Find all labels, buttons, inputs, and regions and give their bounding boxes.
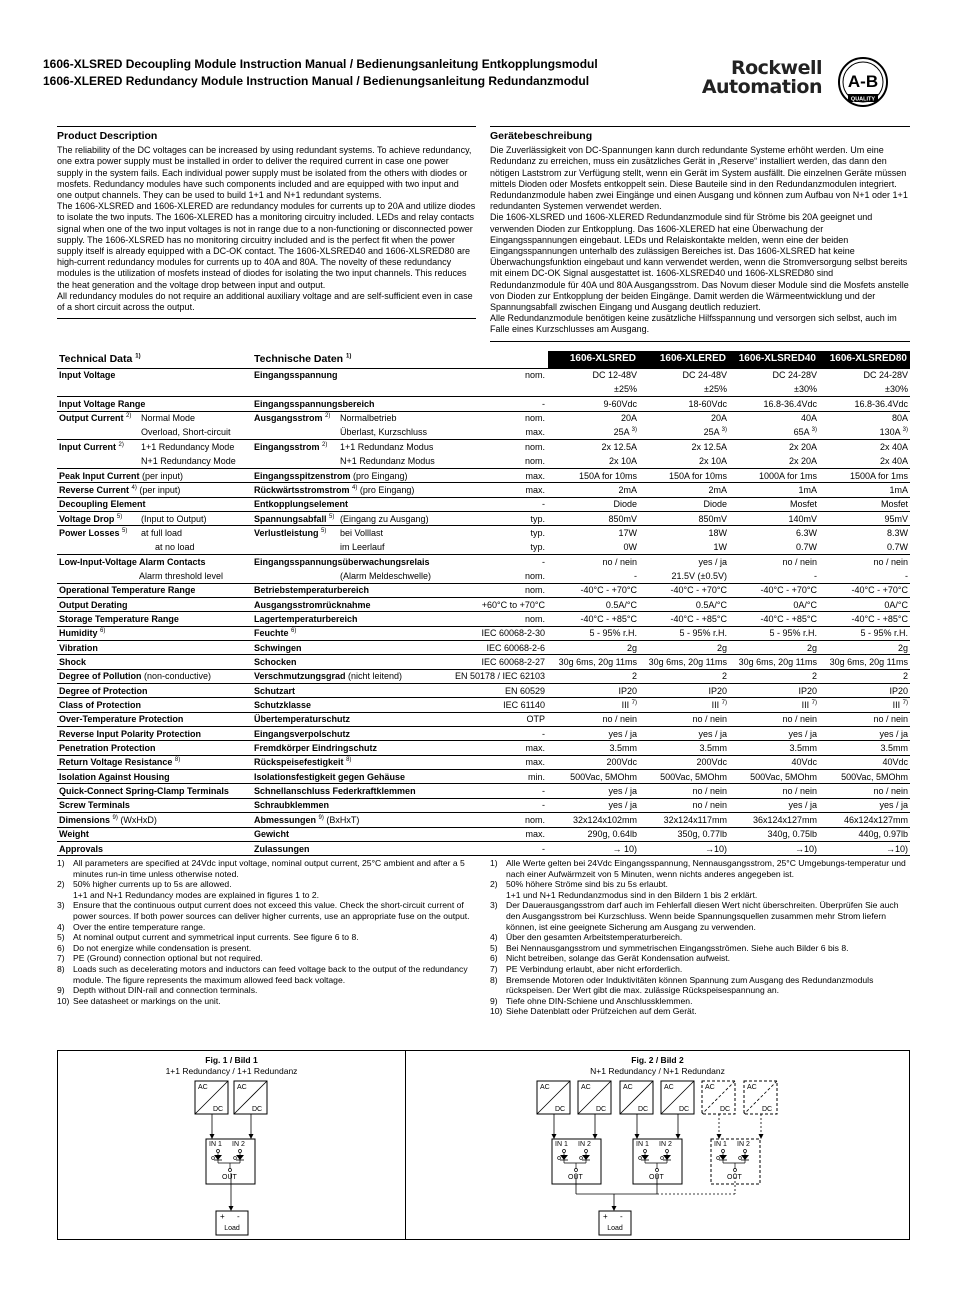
spec-value: 150A for 10ms [639, 468, 729, 482]
spec-value: Diode [639, 497, 729, 511]
power-supply-icon [702, 1081, 735, 1114]
svg-text:OUT: OUT [222, 1174, 237, 1181]
spec-value: DC 24-48V [639, 368, 729, 382]
svg-text:+: + [603, 1212, 608, 1221]
spec-value: 16.8-36.4Vdc [729, 397, 819, 411]
spec-value: no / nein [819, 784, 910, 798]
section-heading: Gerätebeschreibung [490, 126, 910, 142]
model-header: 1606-XLSRED80 [819, 351, 910, 368]
spec-value: -40°C - +85°C [729, 612, 819, 626]
spec-value: yes / ja [729, 798, 819, 812]
spec-value: 440g, 0.97lb [819, 827, 910, 841]
spec-value: 500Vac, 5MOhm [819, 770, 910, 784]
svg-text:DC: DC [596, 1106, 607, 1113]
power-supply-icon [578, 1081, 611, 1114]
spec-value: 0A/°C [729, 598, 819, 612]
footnote: 10) Siehe Datenblatt oder Prüfzeichen auf dem Gerät. [490, 1006, 697, 1017]
svg-text:Load: Load [607, 1225, 623, 1232]
svg-text:Load: Load [224, 1225, 240, 1232]
table-row: Vibration Schwingen IEC 60068-2-6 2g 2g 2g 2g [57, 641, 910, 655]
spec-value: -40°C - +85°C [548, 612, 639, 626]
footnotes-en [57, 858, 477, 1006]
spec-value: DC 24-28V [819, 368, 910, 382]
table-row: Power Losses $^{5)}$ at full load Verlustleistung $^{5)}$ bei Volllast typ. 17W 18W 6.3W 8.3W [57, 526, 910, 540]
table-row: Return Voltage Resistance $^{8)}$ Rückspeisefestigkeit $^{8)}$ max. 200Vdc 200Vdc 40Vdc 40Vdc [57, 755, 910, 769]
footnote: 1) All parameters are specified at 24Vdc input voltage, nominal output current, 25°C ambient and after a 5 minutes run-in time unless otherwise noted. [57, 858, 465, 879]
spec-value: 2x 10A [698, 455, 727, 466]
spec-value: yes / ja [819, 798, 910, 812]
svg-text:AC: AC [237, 1084, 247, 1091]
redundancy-module-icon [633, 1139, 682, 1184]
table-row: Reverse Input Polarity Protection Eingangsverpolschutz - yes / ja yes / ja yes / ja yes / ja [57, 727, 910, 741]
spec-value: 850mV [639, 511, 729, 525]
spec-value: ±30% [885, 384, 908, 395]
table-row: Screw Terminals Schraubklemmen - yes / ja no / nein yes / ja yes / ja [57, 798, 910, 812]
spec-value: 18W [639, 526, 729, 540]
spec-value: 9-60Vdc [548, 397, 639, 411]
spec-value: 18-60Vdc [639, 397, 729, 411]
section-heading: Product Description [57, 126, 476, 142]
spec-value: 2x 12.5A [639, 440, 729, 454]
spec-value: 1500A for 1ms [819, 468, 910, 482]
table-row: Input Current $^{2)}$ 1+1 Redundancy Mode Eingangsstrom $^{2)}$ 1+1 Redundanz Modus nom. 2x 12.5A 2x 12.5A 2x 20A 2x 40A [57, 440, 910, 454]
svg-text:DC: DC [555, 1106, 566, 1113]
table-row: N+1 Redundancy Mode N+1 Redundanz Modus nom. 2x 10A 2x 10A 2x 20A 2x 40A [57, 454, 910, 468]
spec-value: 36x124x127mm [729, 813, 819, 827]
table-row: Output Derating Ausgangsstromrücknahme +60°C to +70°C 0.5A/°C 0.5A/°C 0A/°C 0A/°C [57, 598, 910, 612]
power-supply-icon [537, 1081, 570, 1114]
spec-value: 2 [639, 669, 729, 683]
svg-text:AC: AC [747, 1084, 757, 1091]
table-row: Dimensions $^{9)}$ (WxHxD) Abmessungen $^{9)}$ (BxHxT) nom. 32x124x102mm 32x124x117mm 36x124x127mm 46x124x127mm [57, 813, 910, 827]
product-description-de [490, 126, 910, 342]
spec-value: ±25% [704, 384, 727, 395]
redundancy-module-icon [206, 1139, 255, 1184]
svg-text:AC: AC [581, 1084, 591, 1091]
spec-value: 40Vdc [819, 755, 910, 769]
spec-value: 150A for 10ms [548, 468, 639, 482]
spec-value: yes / ja [639, 554, 729, 568]
svg-text:IN 1: IN 1 [555, 1141, 568, 1148]
svg-text:IN 2: IN 2 [659, 1141, 672, 1148]
spec-value: -40°C - +70°C [819, 583, 910, 597]
table-row: Weight Gewicht max. 290g, 0.64lb 350g, 0.77lb 340g, 0.75lb 440g, 0.97lb [57, 827, 910, 841]
svg-text:IN 2: IN 2 [737, 1141, 750, 1148]
spec-value: 2g [819, 641, 910, 655]
power-supply-icon [620, 1081, 653, 1114]
paragraph: The reliability of the DC voltages can be increased by using redundant systems. To achieve redundancy, one extra power supply must be installed in order to deliver the required current in case one power supply in the system fails. Each individual power supply must be isolated from the others with diodes or mosfets. Redundancy modules have such components included and are equipped with two input and one output channels. They can be used to build 1+1 and N+1 redundant systems. [57, 145, 472, 201]
spec-value: - [905, 570, 908, 581]
svg-text:DC: DC [720, 1106, 731, 1113]
spec-value: yes / ja [548, 727, 639, 741]
spec-value: 1mA [819, 483, 910, 497]
table-row: Degree of Pollution (non-conductive) Verschmutzungsgrad (nicht leitend) EN 50178 / IEC 62103 2 2 2 2 [57, 669, 910, 683]
model-header: 1606-XLSRED [548, 351, 639, 368]
spec-value: 850mV [548, 511, 639, 525]
title-line-2: 1606-XLERED Redundancy Module Instruction Manual / Bedienungsanleitung Redundanzmodul [43, 74, 590, 88]
redundancy-module-icon [552, 1139, 601, 1184]
spec-value: 0.5A/°C [548, 598, 639, 612]
spec-value: 2x 20A [729, 440, 819, 454]
load-icon [216, 1211, 248, 1235]
footnote: 9) Tiefe ohne DIN-Schiene und Anschlussklemmen. [490, 995, 693, 1006]
fig1-caption: Fig. 1 / Bild 1 1+1 Redundancy / 1+1 Redundanz [165, 1055, 298, 1076]
footnote: 3) Der Dauerausgangsstrom darf auch im Fehlerfall diesen Wert nicht überschreiten. Überprüfen Sie auch den Ausgangsstrom bei Kurzschluss. Wenn beide Spannungsquellen zusammen mehr Strom liefern können, ist eine geeignete Sicherung am Ausgang zu verwenden. [490, 900, 899, 932]
spec-value: DC 24-28V [729, 368, 819, 382]
svg-text:IN 2: IN 2 [232, 1141, 245, 1148]
spec-value: 2 [729, 669, 819, 683]
svg-text:IN 2: IN 2 [578, 1141, 591, 1148]
spec-value: 1000A for 1ms [729, 468, 819, 482]
table-row: Quick-Connect Spring-Clamp Terminals Schnellanschluss Federkraftklemmen - yes / ja no / nein no / nein no / nein [57, 784, 910, 798]
footnotes-de [490, 858, 910, 1017]
spec-value: -40°C - +70°C [639, 583, 729, 597]
table-row: Shock Schocken IEC 60068-2-27 30g 6ms, 20g 11ms 30g 6ms, 20g 11ms 30g 6ms, 20g 11ms 30g 6ms, 20g 11ms [57, 655, 910, 669]
spec-value: 32x124x117mm [639, 813, 729, 827]
spec-value: →10) [819, 841, 910, 855]
spec-value: 65A $^{3)}$ [793, 427, 817, 438]
table-row: Low-Input-Voltage Alarm Contacts Eingangsspannungsüberwachungsrelais - no / nein yes / ja no / nein no / nein [57, 554, 910, 568]
footnote: 7) PE Verbindung erlaubt, aber nicht erforderlich. [490, 963, 683, 974]
spec-value: 130A $^{3)}$ [879, 427, 908, 438]
table-row: Degree of Protection Schutzart EN 60529 IP20 IP20 IP20 IP20 [57, 684, 910, 698]
power-supply-icon [744, 1081, 777, 1114]
svg-text:A-B: A-B [847, 72, 879, 91]
footnote: 6) Do not energize while condensation is present. [57, 942, 252, 953]
product-description-en [57, 126, 476, 319]
spec-value: 200Vdc [639, 755, 729, 769]
spec-value: - [634, 570, 637, 581]
svg-text:IN 1: IN 1 [209, 1141, 222, 1148]
spec-value: 0W [623, 542, 637, 553]
footnote: 2) 50% höhere Ströme sind bis zu 5s erlaubt. 1+1 und N+1 Redundanzmodus sind in den Bildern 1 bis 2 erklärt. [490, 879, 758, 900]
spec-value: DC 12-48V [548, 368, 639, 382]
spec-value: no / nein [819, 712, 910, 726]
spec-value: no / nein [729, 784, 819, 798]
spec-value: 290g, 0.64lb [548, 827, 639, 841]
table-row: Humidity $^{6)}$ Feuchte $^{6)}$ IEC 60068-2-30 5 - 95% r.H. 5 - 95% r.H. 5 - 95% r.H. 5 - 95% r.H. [57, 626, 910, 640]
spec-value: 350g, 0.77lb [639, 827, 729, 841]
spec-value: 0A/°C [819, 598, 910, 612]
spec-value: 25A $^{3)}$ [703, 427, 727, 438]
spec-value: 46x124x127mm [819, 813, 910, 827]
title-line-1: 1606-XLSRED Decoupling Module Instruction Manual / Bedienungsanleitung Entkopplungsmodul [43, 57, 598, 71]
footnote: 4) Über den gesamten Arbeitstemperaturbereich. [490, 932, 683, 943]
spec-value: Mosfet [819, 497, 910, 511]
fig2-caption: Fig. 2 / Bild 2 N+1 Redundancy / N+1 Redundanz [590, 1055, 725, 1076]
spec-value: no / nein [548, 554, 639, 568]
redundancy-module-icon [711, 1139, 760, 1184]
spec-value: no / nein [729, 712, 819, 726]
spec-value: 2x 10A [608, 455, 637, 466]
spec-value: 40Vdc [729, 755, 819, 769]
model-header: 1606-XLSRED40 [729, 351, 819, 368]
svg-text:OUT: OUT [649, 1174, 664, 1181]
svg-text:OUT: OUT [727, 1174, 742, 1181]
spec-value: 2x 20A [788, 455, 817, 466]
spec-value: yes / ja [548, 784, 639, 798]
spec-value: -40°C - +85°C [639, 612, 729, 626]
spec-value: 140mV [729, 511, 819, 525]
table-row: Over-Temperature Protection Übertemperaturschutz OTP no / nein no / nein no / nein no / nein [57, 712, 910, 726]
table-row: Peak Input Current (per input) Eingangsspitzenstrom (pro Eingang) max. 150A for 10ms 150A for 10ms 1000A for 1ms 1500A for 1ms [57, 468, 910, 482]
footnote: 2) 50% higher currents up to 5s are allowed. 1+1 and N+1 Redundancy modes are explained in figures 1 to 2. [57, 879, 320, 900]
spec-value: 2g [639, 641, 729, 655]
spec-value: 2x 40A [819, 440, 910, 454]
table-row: Output Current $^{2)}$ Normal Mode Ausgangsstrom $^{2)}$ Normalbetrieb nom. 20A 20A 40A 80A [57, 411, 910, 425]
spec-value: 500Vac, 5MOhm [639, 770, 729, 784]
spec-value: yes / ja [819, 727, 910, 741]
table-row: Alarm threshold level (Alarm Meldeschwelle) nom. - 21.5V (±0.5V) - - [57, 569, 910, 583]
spec-value: 30g 6ms, 20g 11ms [729, 655, 819, 669]
svg-text:DC: DC [679, 1106, 690, 1113]
footnote: 5) At nominal output current and symmetrical input currents. See figure 6 to 8. [57, 932, 359, 943]
footnote: 6) Nicht betreiben, solange das Gerät Kondensation aufweist. [490, 953, 731, 964]
spec-value: 5 - 95% r.H. [729, 626, 819, 640]
spec-value: ±30% [794, 384, 817, 395]
footnote: 9) Depth without DIN-rail and connection terminals. [57, 985, 258, 996]
paragraph: Die Zuverlässigkeit von DC-Spannungen kann durch redundante Systeme erhöht werden. Um eine Redundanz zu erreichen, muss ein zusätzliches Gerät in „Reserve“ installiert werden, das dann den nötigen Laststrom zur Verfügung stellt, wenn ein Gerät im System ausfällt. Die einzelnen Geräte müssen mittels Dioden oder Mosfets entkoppelt sein. Diese Bauteile sind in den Redundanzmodulen integriert. Redundanzmodule haben zwei Eingänge und einen Ausgang und können zum Aufbau von N+1 oder 1+1 redundanten Systemen verwendet werden. [490, 145, 908, 212]
svg-text:AC: AC [664, 1084, 674, 1091]
table-header-row: Technical Data $^{1)}$ Technische Daten $^{1)}$ 1606-XLSRED 1606-XLERED 1606-XLSRED40 1606-XLSRED80 [57, 351, 910, 368]
spec-value: 2mA [548, 483, 639, 497]
paragraph: Alle Redundanzmodule benötigen keine zusätzliche Hilfsspannung und versorgen sich selbst, auch im Falle eines Kurzschlusses am Ausgang. [490, 313, 897, 335]
spec-value: 17W [548, 526, 639, 540]
spec-value: yes / ja [729, 727, 819, 741]
spec-value: 2 [548, 669, 639, 683]
spec-value: IP20 [548, 684, 639, 698]
spec-value: 2mA [639, 483, 729, 497]
table-row: Input Voltage Eingangsspannung nom. DC 12-48V DC 24-48V DC 24-28V DC 24-28V [57, 368, 910, 382]
svg-text:+: + [220, 1212, 225, 1221]
spec-value: 16.8-36.4Vdc [819, 397, 910, 411]
ab-quality-logo [837, 56, 889, 108]
table-row: Voltage Drop $^{5)}$ (Input to Output) Spannungsabfall $^{5)}$ (Eingang zu Ausgang) typ. 850mV 850mV 140mV 95mV [57, 511, 910, 525]
technical-data-table [57, 351, 910, 856]
spec-value: no / nein [639, 712, 729, 726]
table-row: Class of Protection Schutzklasse IEC 61140 III $^{7)}$ III $^{7)}$ III $^{7)}$ III $^{7)}$ [57, 698, 910, 712]
spec-value: 0.7W [795, 542, 817, 553]
spec-value: III $^{7)}$ [819, 698, 910, 712]
spec-value: 2g [548, 641, 639, 655]
spec-value: 3.5mm [819, 741, 910, 755]
table-row [57, 382, 910, 396]
spec-value: 6.3W [729, 526, 819, 540]
svg-text:DC: DC [638, 1106, 649, 1113]
spec-value: yes / ja [639, 727, 729, 741]
spec-value: 2 [819, 669, 910, 683]
footnote: 5) Bei Nennausgangsstrom und symmetrischen Eingangsströmen. Siehe auch Bilder 6 bis 8. [490, 942, 849, 953]
spec-value: Diode [548, 497, 639, 511]
spec-value: III $^{7)}$ [548, 698, 639, 712]
svg-text:-: - [620, 1212, 623, 1221]
spec-value: -40°C - +70°C [729, 583, 819, 597]
table-row: Isolation Against Housing Isolationsfestigkeit gegen Gehäuse min. 500Vac, 5MOhm 500Vac, 5MOhm 500Vac, 5MOhm 500Vac, 5MOhm [57, 770, 910, 784]
table-row: Storage Temperature Range Lagertemperaturbereich nom. -40°C - +85°C -40°C - +85°C -40°C - +85°C -40°C - +85°C [57, 612, 910, 626]
spec-value: 340g, 0.75lb [729, 827, 819, 841]
table-row: at no load im Leerlauf typ. 0W 1W 0.7W 0.7W [57, 540, 910, 554]
svg-text:IN 1: IN 1 [714, 1141, 727, 1148]
svg-text:DC: DC [213, 1106, 224, 1113]
spec-value: 2x 40A [879, 455, 908, 466]
footnote: 10) See datasheet or markings on the unit. [57, 995, 221, 1006]
spec-value: 5 - 95% r.H. [819, 626, 910, 640]
spec-value: ±25% [614, 384, 637, 395]
spec-value: no / nein [639, 784, 729, 798]
spec-value: 20A [639, 411, 729, 425]
spec-value: 5 - 95% r.H. [548, 626, 639, 640]
footnote: 7) PE (Ground) connection optional but not required. [57, 953, 263, 964]
spec-value: IP20 [819, 684, 910, 698]
svg-text:AC: AC [198, 1084, 208, 1091]
spec-value: 32x124x102mm [548, 813, 639, 827]
spec-value: 500Vac, 5MOhm [548, 770, 639, 784]
spec-value: 30g 6ms, 20g 11ms [548, 655, 639, 669]
spec-value: 30g 6ms, 20g 11ms [819, 655, 910, 669]
spec-value: 2x 12.5A [548, 440, 639, 454]
redundancy-diagrams [58, 1051, 909, 1239]
footnote: 3) Ensure that the continuous output current does not exceed this value. Check the short-circuit current of power sources. If both power sources can deliver higher currents, use an appropriate fuse on the output. [57, 900, 470, 921]
footnote: 8) Bremsende Motoren oder Induktivitäten können Spannung zum Ausgang des Redundanzmoduls rückspeisen. Der Wert gibt die max. zulässige Rückspeisespannung an. [490, 974, 874, 996]
spec-value: no / nein [548, 712, 639, 726]
rockwell-logo: Rockwell Automation [701, 57, 822, 98]
spec-value: no / nein [819, 554, 910, 568]
svg-text:AC: AC [623, 1084, 633, 1091]
footnote: 1) Alle Werte gelten bei 24Vdc Eingangsspannung, Nennausgangsstrom, 25°C Umgebungs-temperatur und nach einer Aufwärmzeit von 5 Minuten, wenn nichts anderes angegeben ist. [490, 858, 906, 879]
spec-value: 1mA [729, 483, 819, 497]
paragraph: The 1606-XLSRED and 1606-XLERED are redundancy modules for currents up to 20A and utilize diodes to isolate the two inputs. The 1606-XLERED has a monitoring circuitry included. LEDs and relay contacts signal when one of the two input voltages is not in range due to a non-functioning or disconnected power supply. The 1606-XLSRED has no monitoring circuitry included and is the perfect fit when the power supply itself is already equipped with a DC-OK contact. The 1606-XLSRED40 and 1606-XLSRED80 are high-current redundancy modules for currents up to 40A and 80A. The novelty of these redundancy modules is the utilization of mosfets instead of diodes for isolating the two input channels. This reduces the heat generation and the voltage drop between input and output. [57, 201, 476, 290]
figures-box [57, 1050, 910, 1240]
svg-text:-: - [237, 1212, 240, 1221]
power-supply-icon [195, 1081, 228, 1114]
spec-value: 30g 6ms, 20g 11ms [639, 655, 729, 669]
load-icon [599, 1211, 631, 1235]
spec-value: 1W [713, 542, 727, 553]
spec-value: Mosfet [729, 497, 819, 511]
spec-value: III $^{7)}$ [639, 698, 729, 712]
spec-value: 21.5V (±0.5V) [671, 570, 727, 581]
spec-value: 500Vac, 5MOhm [729, 770, 819, 784]
spec-value: 5 - 95% r.H. [639, 626, 729, 640]
spec-value: 80A [819, 411, 910, 425]
spec-value: →10) [639, 841, 729, 855]
power-supply-icon [661, 1081, 694, 1114]
svg-text:AC: AC [540, 1084, 550, 1091]
spec-value: 3.5mm [729, 741, 819, 755]
spec-value: 20A [548, 411, 639, 425]
table-row: Reverse Current $^{4)}$ (per input) Rückwärtsstromstrom $^{4)}$ (pro Eingang) max. 2mA 2mA 1mA 1mA [57, 483, 910, 497]
spec-value: IP20 [729, 684, 819, 698]
spec-value: 40A [729, 411, 819, 425]
table-row: Overload, Short-circuit Überlast, Kurzschluss max. 25A $^{3)}$ 25A $^{3)}$ 65A $^{3)}$ 130A $^{3)}$ [57, 425, 910, 439]
spec-value: - [814, 570, 817, 581]
spec-value: III $^{7)}$ [729, 698, 819, 712]
spec-value: no / nein [729, 554, 819, 568]
table-row: Decoupling Element Entkopplungselement - Diode Diode Mosfet Mosfet [57, 497, 910, 511]
table-row: Input Voltage Range Eingangsspannungsbereich - 9-60Vdc 18-60Vdc 16.8-36.4Vdc 16.8-36.4Vdc [57, 397, 910, 411]
paragraph: All redundancy modules do not require an additional auxiliary voltage and are self-sufficient even in case of a short circuit across the output. [57, 290, 473, 313]
footnote: 8) Loads such as decelerating motors and inductors can feed voltage back to the output of the redundancy module. The figure represents the maximum allowed feed back voltage. [57, 963, 468, 985]
spec-value: 200Vdc [548, 755, 639, 769]
table-row: Penetration Protection Fremdkörper Eindringschutz max. 3.5mm 3.5mm 3.5mm 3.5mm [57, 741, 910, 755]
footnote: 4) Over the entire temperature range. [57, 921, 206, 932]
svg-text:OUT: OUT [568, 1174, 583, 1181]
spec-value: 0.7W [886, 542, 908, 553]
spec-value: yes / ja [548, 798, 639, 812]
svg-text:DC: DC [252, 1106, 263, 1113]
spec-value: 95mV [819, 511, 910, 525]
spec-value: no / nein [639, 798, 729, 812]
spec-value: 8.3W [819, 526, 910, 540]
spec-value: 3.5mm [548, 741, 639, 755]
spec-value: 2g [729, 641, 819, 655]
paragraph: Die 1606-XLSRED und 1606-XLERED Redundanzmodule sind für Ströme bis 20A geeignet und verwenden Dioden zur Entkopplung. Das 1606-XLERED hat eine Überwachung der Eingangsspannungen eingebaut. LEDs und Relaiskontakte melden, wenn eine der beiden Eingangsspannungen unterhalb des zulässigen Bereiches ist. Das 1606-XLSRED hat keine Überwachungsfunktion eingebaut und kann verwendet werden, wenn die Stromversorgung selbst bereits mit einem DC-OK Signal ausgestattet ist. 1606-XLSRED40 und 1606-XLSRED80 sind Redundanzmodule für 40A und 80A Ausgangsstrom. Das Novum dieser Module sind die Mosfets anstelle von Dioden zur Entkopplung der beiden Eingänge. Damit werden die Wärmeentwicklung und der Spannungsabfall zwischen Eingang und Ausgang deutlich reduziert. [490, 212, 909, 313]
spec-value: -40°C - +85°C [819, 612, 910, 626]
power-supply-icon [234, 1081, 267, 1114]
svg-text:AC: AC [705, 1084, 715, 1091]
spec-value: →10) [729, 841, 819, 855]
svg-text:QUALITY: QUALITY [850, 96, 876, 103]
svg-text:IN 1: IN 1 [636, 1141, 649, 1148]
spec-value: 25A $^{3)}$ [613, 427, 637, 438]
spec-value: IP20 [639, 684, 729, 698]
model-header: 1606-XLERED [639, 351, 729, 368]
table-row: Operational Temperature Range Betriebstemperaturbereich nom. -40°C - +70°C -40°C - +70°C -40°C - +70°C -40°C - +70°C [57, 583, 910, 597]
spec-value: 0.5A/°C [639, 598, 729, 612]
spec-value: → 10) [548, 841, 639, 855]
spec-value: -40°C - +70°C [548, 583, 639, 597]
spec-value: 3.5mm [639, 741, 729, 755]
svg-text:DC: DC [762, 1106, 773, 1113]
table-row: Approvals Zulassungen - → 10) →10) →10) →10) [57, 841, 910, 855]
